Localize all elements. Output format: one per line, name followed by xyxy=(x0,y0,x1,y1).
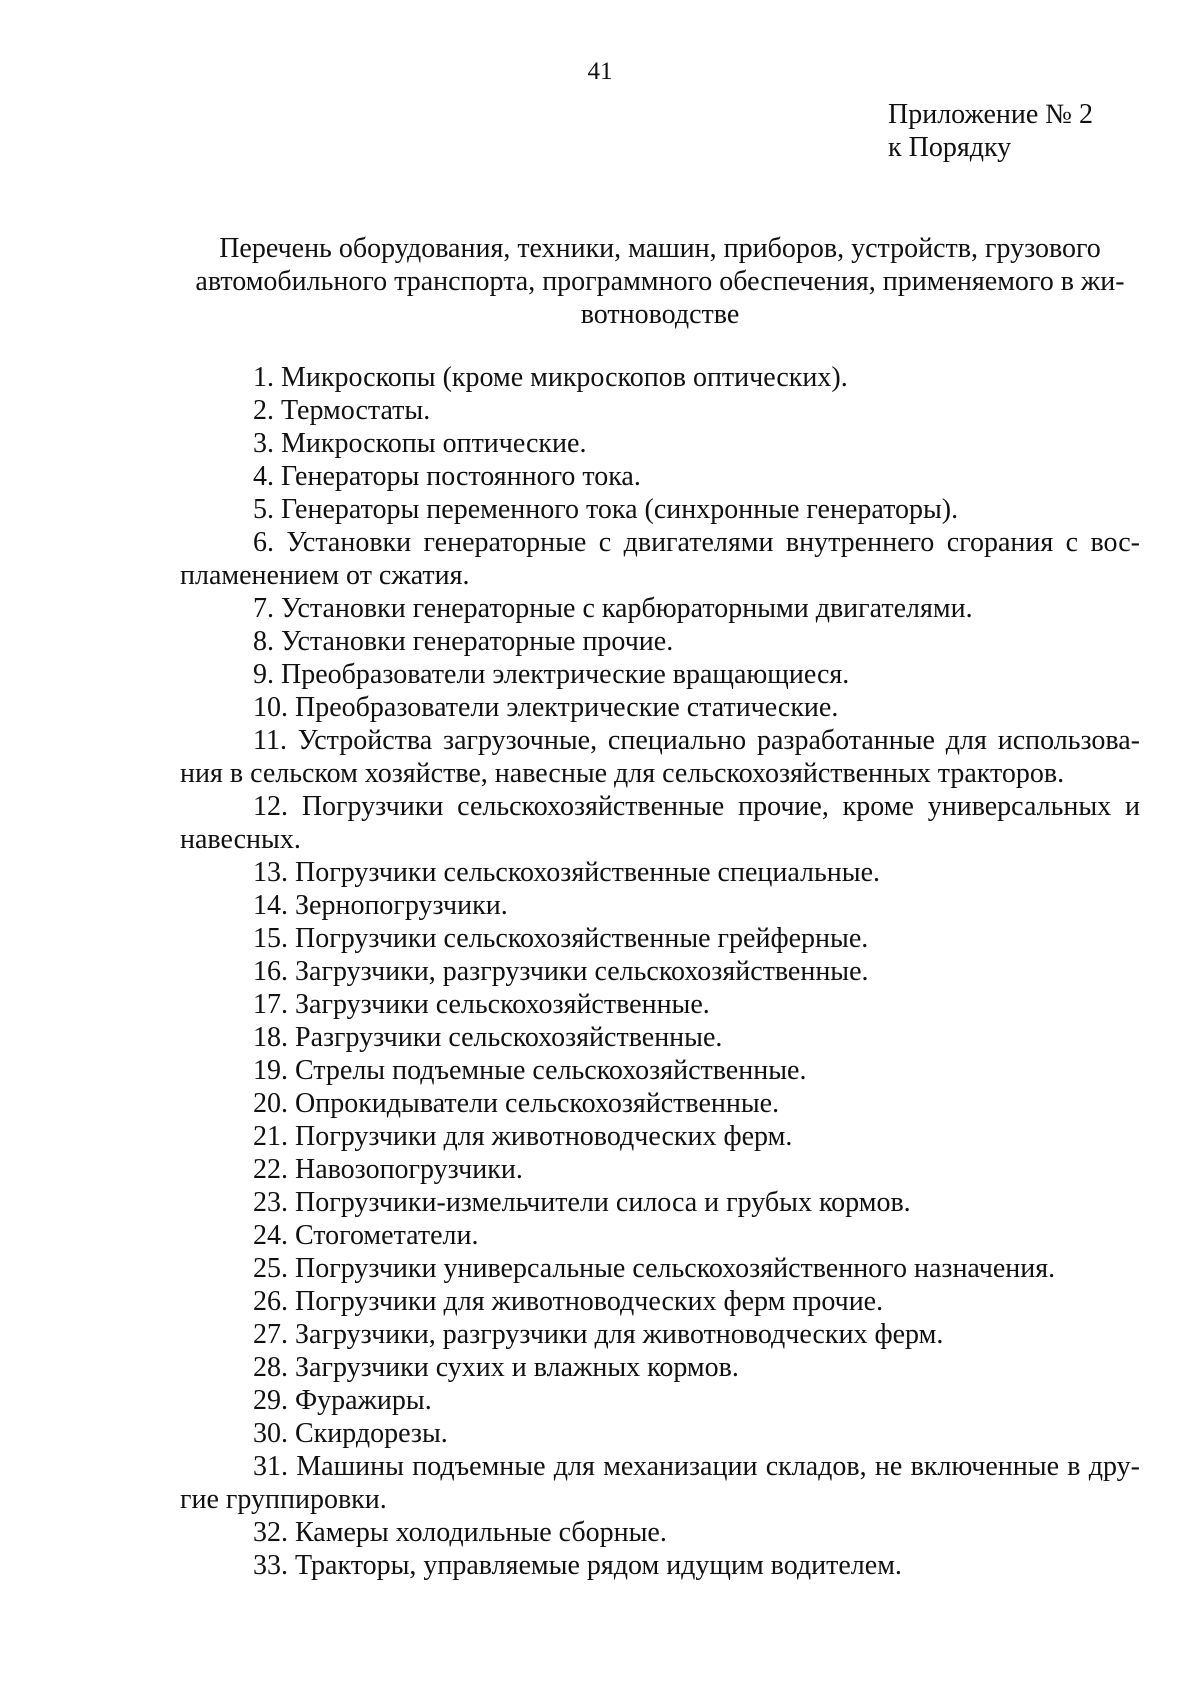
list-item: 13. Погрузчики сельскохозяйственные специальные. xyxy=(253,857,881,888)
list-item: 28. Загрузчики сухих и влажных кормов. xyxy=(253,1352,739,1383)
list-item: 7. Установки генераторные с карбюраторными двигателями. xyxy=(253,593,973,624)
list-item: 26. Погрузчики для животноводческих ферм прочие. xyxy=(253,1286,884,1317)
list-item: 4. Генераторы постоянного тока. xyxy=(253,461,641,492)
list-item: 32. Камеры холодильные сборные. xyxy=(253,1517,667,1548)
list-item: 12. Погрузчики сельскохозяйственные прочие, кроме универсальных и навесных. xyxy=(180,791,1140,855)
list-item: 10. Преобразователи электрические статические. xyxy=(253,692,839,723)
list-item: 1. Микроскопы (кроме микроскопов оптических). xyxy=(253,362,848,393)
list-item: 11. Устройства загрузочные, специально разработанные для использова-ния в сельском хозяйстве, навесные для сельскохозяйственных тракторов. xyxy=(180,725,1140,789)
list-item: 22. Навозопогрузчики. xyxy=(253,1154,523,1185)
list-item: 14. Зернопогрузчики. xyxy=(253,890,508,921)
list-item: 18. Разгрузчики сельскохозяйственные. xyxy=(253,1022,723,1053)
appendix-note xyxy=(888,98,1093,164)
list-item: 3. Микроскопы оптические. xyxy=(253,428,587,459)
list-item: 27. Загрузчики, разгрузчики для животноводческих ферм. xyxy=(253,1319,944,1350)
title-line-3: вотноводстве xyxy=(580,299,740,330)
appendix-line-1: Приложение № 2 xyxy=(888,99,1093,130)
list-item: 19. Стрелы подъемные сельскохозяйственные. xyxy=(253,1055,807,1086)
list-item: 16. Загрузчики, разгрузчики сельскохозяйственные. xyxy=(253,956,869,987)
title-line-2: автомобильного транспорта, программного обеспечения, применяемого в жи- xyxy=(195,266,1125,297)
appendix-line-2: к Порядку xyxy=(888,132,1012,163)
list-item: 33. Тракторы, управляемые рядом идущим водителем. xyxy=(253,1550,902,1581)
list-item: 21. Погрузчики для животноводческих ферм. xyxy=(253,1121,793,1152)
page-number: 41 xyxy=(587,58,613,85)
list-item: 6. Установки генераторные с двигателями внутреннего сгорания с вос-пламенением от сжатия. xyxy=(180,527,1140,591)
list-item: 17. Загрузчики сельскохозяйственные. xyxy=(253,989,710,1020)
title-line-1: Перечень оборудования, техники, машин, приборов, устройств, грузового xyxy=(219,233,1101,264)
list-item: 29. Фуражиры. xyxy=(253,1385,432,1416)
list-item: 30. Скирдорезы. xyxy=(253,1418,448,1449)
document-title xyxy=(180,232,1140,331)
list-item: 25. Погрузчики универсальные сельскохозяйственного назначения. xyxy=(253,1253,1056,1284)
list-item: 20. Опрокидыватели сельскохозяйственные. xyxy=(253,1088,780,1119)
equipment-list xyxy=(180,361,1140,1582)
list-item: 2. Термостаты. xyxy=(253,395,431,426)
list-item: 15. Погрузчики сельскохозяйственные грейферные. xyxy=(253,923,869,954)
list-item: 23. Погрузчики-измельчители силоса и грубых кормов. xyxy=(253,1187,911,1218)
list-item: 8. Установки генераторные прочие. xyxy=(253,626,674,657)
list-item: 31. Машины подъемные для механизации складов, не включенные в дру-гие группировки. xyxy=(180,1451,1140,1515)
list-item: 5. Генераторы переменного тока (синхронные генераторы). xyxy=(253,494,959,525)
list-item: 9. Преобразователи электрические вращающиеся. xyxy=(253,659,850,690)
list-item: 24. Стогометатели. xyxy=(253,1220,479,1251)
